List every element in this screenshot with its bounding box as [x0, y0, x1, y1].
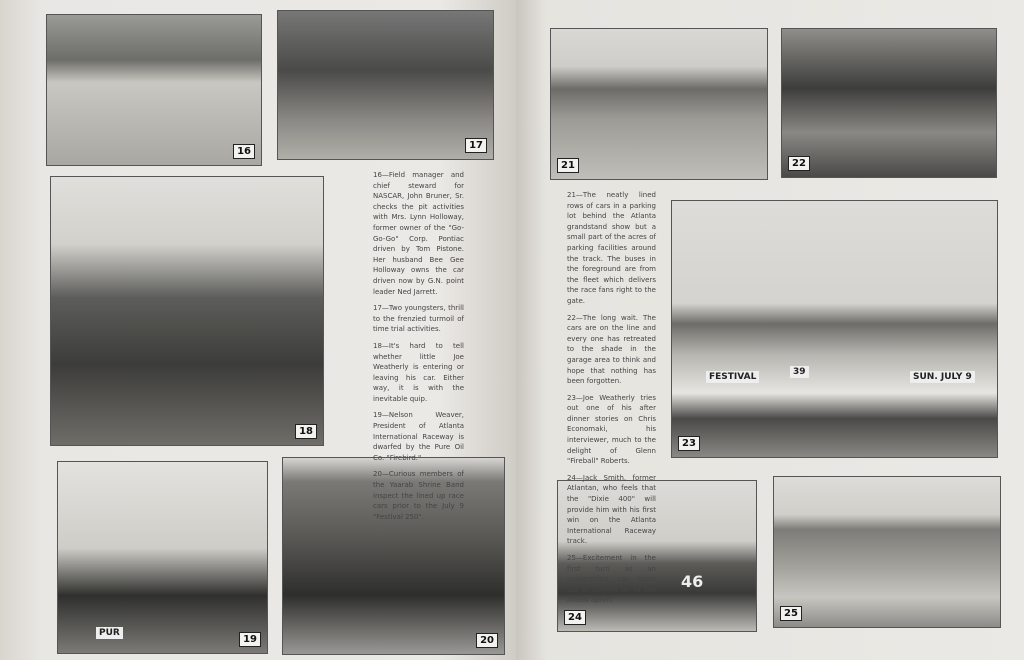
photo-23 [671, 200, 998, 458]
caption-25: 25—Excitement in the first turn as an unidentified car spins out of control on to the infield apron. [567, 554, 656, 605]
photo-number: 25 [780, 606, 802, 621]
photo-22 [781, 28, 997, 178]
photo-18 [50, 176, 324, 446]
photo-19 [57, 461, 268, 654]
photo-16 [46, 14, 262, 166]
caption-19: 19—Nelson Weaver, President of Atlanta International Raceway is dwarfed by the Pure Oil Co. "Firebird." [373, 411, 464, 462]
captions-left [373, 170, 464, 528]
caption-16: 16—Field manager and chief steward for NASCAR, John Bruner, Sr. checks the pit activities with Mrs. Lynn Holloway, former owner of the "Go-Go-Go" Corp. Pontiac driven by Tom Pistone. Her husband Bee Gee Holloway owns the car driven now by G.N. point leader Ned Jarrett. [373, 171, 464, 296]
photo-number: 20 [476, 633, 498, 648]
caption-17: 17—Two youngsters, thrill to the frenzied turmoil of time trial activities. [373, 304, 464, 334]
caption-23: 23—Joe Weatherly tries out one of his after dinner stories on Chris Economaki, his interviewer, much to the delight of Glenn "Fireball" Roberts. [567, 393, 656, 466]
right-page [516, 0, 1024, 660]
car-number-46: 46 [681, 572, 704, 591]
photo-21 [550, 28, 768, 180]
pure-sign: PUR [96, 627, 123, 639]
photo-number: 22 [788, 156, 810, 171]
caption-21: 21—The neatly lined rows of cars in a parking lot behind the Atlanta grandstand show but a small part of the acres of parking facilities around the track. The buses in the foreground are from the fleet which delivers the race fans right to the gate. [567, 191, 656, 305]
caption-20: 20—Curious members of the Yaarab Shrine Band inspect the lined up race cars prior to the July 9 "Festival 250". [373, 470, 464, 521]
photo-number: 21 [557, 158, 579, 173]
date-sign: SUN. JULY 9 [910, 371, 975, 383]
photo-number: 16 [233, 144, 255, 159]
caption-24: 24—Jack Smith, former Atlantan, who feels that the "Dixie 400" will provide him with his first win on the Atlanta International Raceway track. [567, 473, 656, 546]
photo-25 [773, 476, 1001, 628]
captions-right [567, 190, 656, 612]
caption-18: 18—It's hard to tell whether little Joe Weatherly is entering or leaving his car. Either way, it is with the inevitable quip. [373, 341, 464, 403]
photo-number: 19 [239, 632, 261, 647]
photo-17 [277, 10, 494, 160]
photo-number: 23 [678, 436, 700, 451]
photo-number: 18 [295, 424, 317, 439]
car-number-39: 39 [790, 366, 809, 378]
photo-number: 17 [465, 138, 487, 153]
caption-22: 22—The long wait. The cars are on the line and every one has retreated to the shade in the garage area to think and hope that nothing has been forgotten. [567, 313, 656, 386]
photo-number: 24 [564, 610, 586, 625]
festival-sign: FESTIVAL [706, 371, 759, 383]
